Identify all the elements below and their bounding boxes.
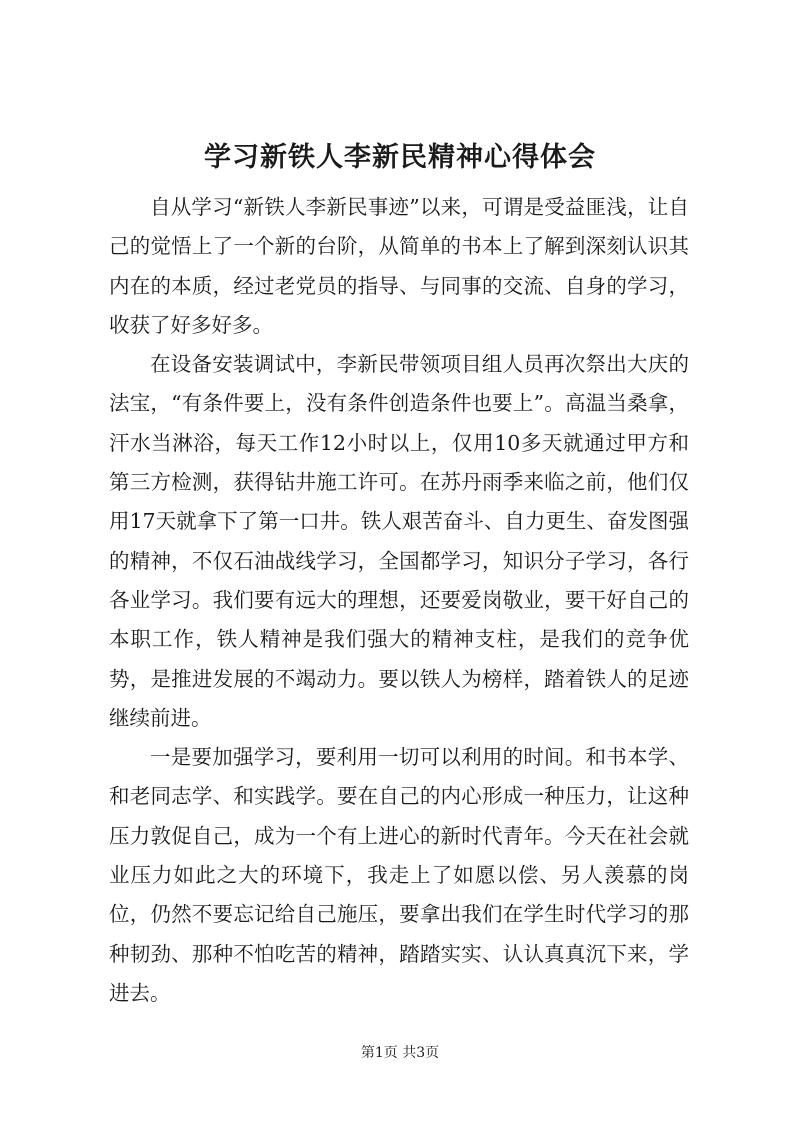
paragraph-1: 自从学习“新铁人李新民事迹”以来，可谓是受益匪浅，让自己的觉悟上了一个新的台阶，从简单的书本上了解到深刻认识其内在的本质，经过老党员的指导、与同事的交流、自身的学习，收获了好多好多。	[109, 195, 689, 337]
paragraph-3: 一是要加强学习，要利用一切可以利用的时间。和书本学、和老同志学、和实践学。要在自己的内心形成一种压力，让这种压力敦促自己，成为一个有上进心的新时代青年。今天在社会就业压力如此之大的环境下，我走上了如愿以偿、另人羡慕的岗位，仍然不要忘记给自己施压，要拿出我们在学生时代学习的那种韧劲、那种不怕吃苦的精神，踏踏实实、认认真真沉下来，学进去。	[109, 745, 689, 1005]
paragraph-2: 在设备安装调试中，李新民带领项目组人员再次祭出大庆的法宝，“有条件要上，没有条件创造条件也要上”。高温当桑拿，汗水当淋浴，每天工作12小时以上，仅用10多天就通过甲方和第三方检测，获得钻井施工许可。在苏丹雨季来临之前，他们仅用17天就拿下了第一口井。铁人艰苦奋斗、自力更生、奋发图强的精神，不仅石油战线学习，全国都学习，知识分子学习，各行各业学习。我们要有远大的理想，还要爱岗敬业，要干好自己的本职工作，铁人精神是我们强大的精神支柱，是我们的竞争优势，是推进发展的不竭动力。要以铁人为榜样，踏着铁人的足迹继续前进。	[109, 352, 689, 730]
page-number-footer: 第1页 共3页	[360, 1045, 440, 1061]
document-title: 学习新铁人李新民精神心得体会	[204, 142, 596, 173]
document-body	[109, 188, 689, 1013]
